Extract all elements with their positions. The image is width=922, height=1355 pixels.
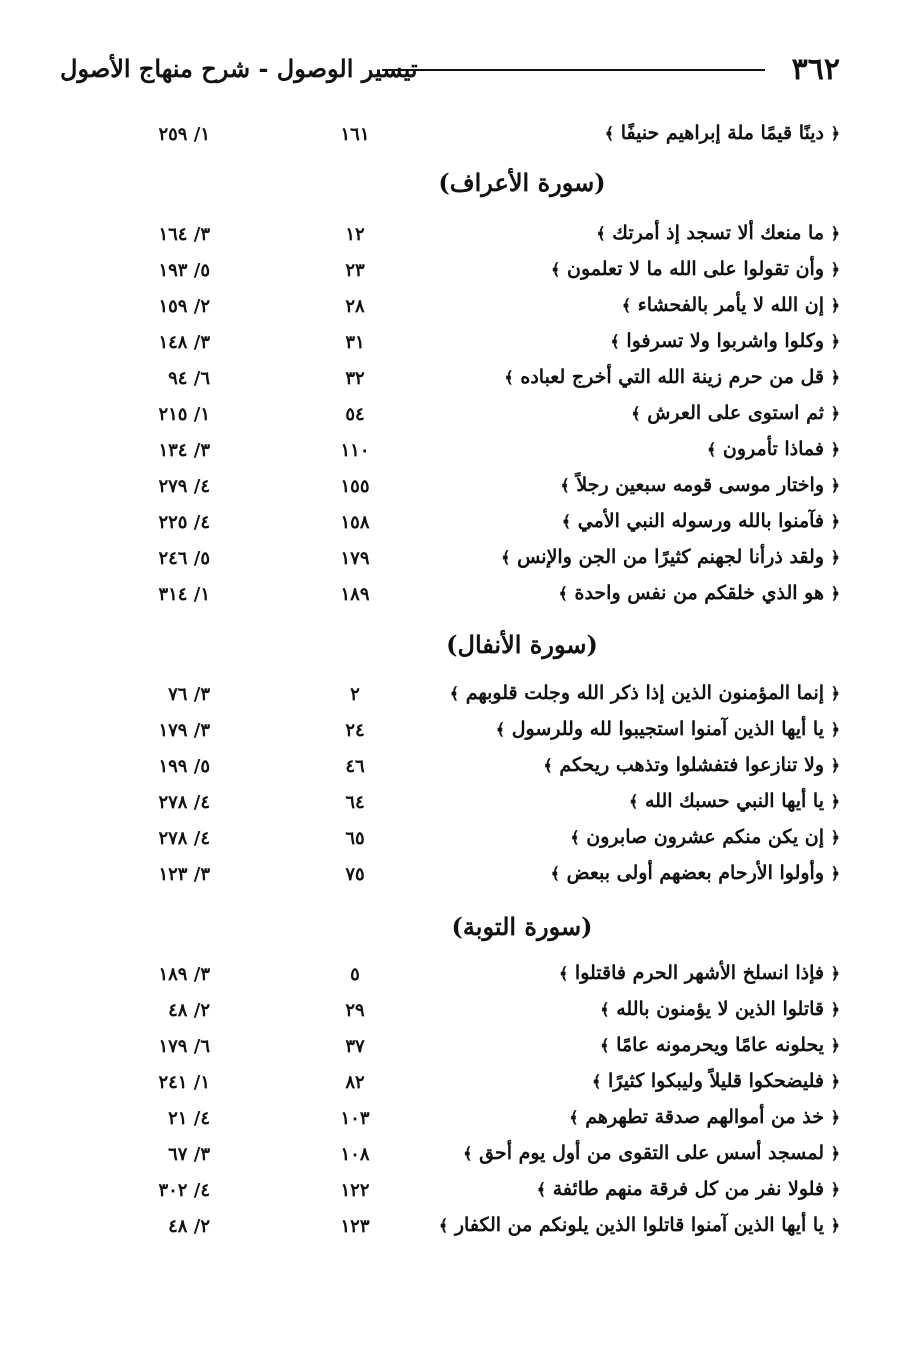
verse-number: ١٧٩ [340, 548, 370, 569]
ornate-bracket-close-icon: ﴾ [570, 828, 580, 847]
ornate-bracket-open-icon: ﴿ [830, 828, 840, 847]
volume-page-ref: ٢/ ٤٨ [168, 1000, 210, 1021]
surah-heading-text: (سورة التوبة) [451, 912, 593, 941]
ornate-bracket-open-icon: ﴿ [830, 584, 840, 603]
verse-text [559, 962, 840, 984]
ornate-bracket-open-icon: ﴿ [830, 332, 840, 351]
index-entry [60, 790, 840, 826]
verse-text [605, 122, 840, 144]
verse-quote: دينًا قيمًا ملة إبراهيم حنيفًا [614, 122, 831, 144]
volume-page-ref: ٥/ ١٩٣ [158, 260, 210, 281]
verse-text [707, 438, 840, 460]
surah-heading [60, 168, 840, 208]
verse-number: ١١٠ [340, 440, 370, 461]
volume-page-ref: ٣/ ١٧٩ [158, 720, 210, 741]
ornate-bracket-open-icon: ﴿ [830, 260, 840, 279]
index-entry [60, 366, 840, 402]
ornate-bracket-close-icon: ﴾ [596, 224, 606, 243]
verse-number: ١٢٢ [340, 1180, 370, 1201]
index-entry [60, 546, 840, 582]
ornate-bracket-close-icon: ﴾ [610, 332, 620, 351]
verse-text [560, 474, 840, 496]
volume-page-ref: ٢/ ١٥٩ [158, 296, 210, 317]
ornate-bracket-close-icon: ﴾ [629, 792, 639, 811]
verse-text [596, 222, 840, 244]
verse-text [559, 582, 840, 604]
index-entry [60, 1142, 840, 1178]
index-entry [60, 122, 840, 158]
verse-quote: هو الذي خلقكم من نفس واحدة [567, 582, 831, 604]
ornate-bracket-close-icon: ﴾ [621, 296, 632, 315]
verse-quote: لمسجد أسس على التقوى من أول يوم أحق [472, 1142, 831, 1164]
volume-page-ref: ٦/ ١٧٩ [158, 1036, 210, 1057]
verse-number: ٣١ [345, 332, 365, 353]
surah-heading-text: (سورة الأنفال) [446, 630, 598, 659]
verse-number: ٧٥ [345, 864, 365, 885]
ornate-bracket-open-icon: ﴿ [830, 548, 840, 567]
verse-number: ١٠٣ [340, 1108, 370, 1129]
index-entry [60, 1034, 840, 1070]
ornate-bracket-close-icon: ﴾ [551, 260, 561, 279]
verse-quote: ولقد ذرأنا لجهنم كثيرًا من الجن والإنس [510, 546, 831, 568]
verse-quote: وكلوا واشربوا ولا تسرفوا [619, 330, 831, 352]
index-entry [60, 510, 840, 546]
volume-page-ref: ٣/ ٦٧ [168, 1144, 210, 1165]
ornate-bracket-open-icon: ﴿ [830, 1108, 840, 1127]
verse-quote: إنما المؤمنون الذين إذا ذكر الله وجلت قلوبهم [459, 682, 831, 704]
index-entry [60, 258, 840, 294]
ornate-bracket-open-icon: ﴿ [830, 124, 840, 143]
header-rule [382, 69, 765, 71]
verse-quote: فلولا نفر من كل فرقة منهم طائفة [546, 1178, 831, 1200]
ornate-bracket-close-icon: ﴾ [600, 1000, 610, 1019]
index-entry [60, 754, 840, 790]
verse-number: ١٢ [345, 224, 365, 245]
ornate-bracket-close-icon: ﴾ [536, 1180, 547, 1199]
verse-text [496, 718, 840, 740]
ornate-bracket-close-icon: ﴾ [550, 864, 560, 883]
ornate-bracket-close-icon: ﴾ [560, 476, 570, 495]
verse-quote: إن يكن منكم عشرون صابرون [579, 826, 831, 848]
ornate-bracket-close-icon: ﴾ [558, 964, 569, 983]
verse-number: ٢٨ [345, 296, 365, 317]
ornate-bracket-open-icon: ﴿ [830, 1000, 840, 1019]
ornate-bracket-close-icon: ﴾ [501, 548, 511, 567]
volume-page-ref: ٤/ ٢١ [168, 1108, 210, 1129]
verse-quote: يا أيها النبي حسبك الله [638, 790, 831, 812]
ornate-bracket-open-icon: ﴿ [830, 368, 840, 387]
index-entry [60, 826, 840, 862]
volume-page-ref: ١/ ٢٥٩ [158, 124, 210, 145]
verse-text [610, 330, 840, 352]
volume-page-ref: ٥/ ١٩٩ [158, 756, 210, 777]
verse-text [501, 546, 840, 568]
running-title: تيسير الوصول - شرح منهاج الأصول [60, 54, 418, 83]
volume-page-ref: ٤/ ٢٢٥ [158, 512, 210, 533]
volume-page-ref: ٤/ ٢٧٨ [158, 828, 210, 849]
index-entry [60, 998, 840, 1034]
ornate-bracket-open-icon: ﴿ [830, 1072, 840, 1091]
surah-heading-text: (سورة الأعراف) [438, 168, 606, 197]
index-entry [60, 222, 840, 258]
index-entry [60, 1070, 840, 1106]
ornate-bracket-open-icon: ﴿ [830, 864, 840, 883]
verse-text [504, 366, 840, 388]
ornate-bracket-close-icon: ﴾ [600, 1036, 610, 1055]
index-entry [60, 1106, 840, 1142]
ornate-bracket-close-icon: ﴾ [706, 440, 717, 459]
verse-quote: إن الله لا يأمر بالفحشاء [631, 294, 831, 316]
verse-number: ٣٢ [345, 368, 365, 389]
verse-quote: يا أيها الذين آمنوا قاتلوا الذين يلونكم من الكفار [448, 1214, 831, 1236]
volume-page-ref: ٣/ ١٤٨ [158, 332, 210, 353]
verse-number: ٢٤ [345, 720, 365, 741]
verse-quote: فآمنوا بالله ورسوله النبي الأمي [571, 510, 831, 532]
ornate-bracket-close-icon: ﴾ [592, 1072, 602, 1091]
verse-quote: فماذا تأمرون [716, 438, 831, 460]
verse-quote: فإذا انسلخ الأشهر الحرم فاقتلوا [568, 962, 831, 984]
verse-quote: خذ من أموالهم صدقة تطهرهم [578, 1106, 831, 1128]
verse-text [570, 826, 840, 848]
ornate-bracket-close-icon: ﴾ [449, 684, 460, 703]
verse-number: ١٥٥ [340, 476, 370, 497]
ornate-bracket-close-icon: ﴾ [495, 720, 506, 739]
verse-quote: قاتلوا الذين لا يؤمنون بالله [609, 998, 831, 1020]
verse-quote: فليضحكوا قليلاً وليبكوا كثيرًا [601, 1070, 831, 1092]
page-number: ٣٦٢ [791, 52, 840, 87]
verse-quote: يحلونه عامًا ويحرمونه عامًا [609, 1034, 831, 1056]
verse-number: ٢٩ [345, 1000, 365, 1021]
ornate-bracket-open-icon: ﴿ [830, 440, 840, 459]
index-entry [60, 862, 840, 898]
verse-text [600, 998, 840, 1020]
ornate-bracket-close-icon: ﴾ [438, 1216, 449, 1235]
verse-number: ١٦١ [340, 124, 370, 145]
ornate-bracket-close-icon: ﴾ [631, 404, 641, 423]
index-entry [60, 718, 840, 754]
verse-quote: وأن تقولوا على الله ما لا تعلمون [560, 258, 831, 280]
index-entry [60, 438, 840, 474]
ornate-bracket-open-icon: ﴿ [830, 476, 840, 495]
verse-text [569, 1106, 840, 1128]
verse-text [439, 1214, 840, 1236]
ornate-bracket-open-icon: ﴿ [830, 404, 840, 423]
ornate-bracket-close-icon: ﴾ [604, 124, 615, 143]
volume-page-ref: ١/ ٢٤١ [158, 1072, 210, 1093]
verse-text [600, 1034, 840, 1056]
volume-page-ref: ٣/ ١٦٤ [158, 224, 210, 245]
verse-text [537, 1178, 840, 1200]
verse-number: ١٠٨ [340, 1144, 370, 1165]
index-entry [60, 402, 840, 438]
volume-page-ref: ٢/ ٤٨ [168, 1216, 210, 1237]
verse-text [450, 682, 840, 704]
verse-number: ١٥٨ [340, 512, 370, 533]
index-entry [60, 1178, 840, 1214]
ornate-bracket-open-icon: ﴿ [830, 964, 840, 983]
verse-number: ٦٥ [345, 828, 365, 849]
verse-text [622, 294, 840, 316]
verse-quote: ثم استوى على العرش [640, 402, 831, 424]
ornate-bracket-open-icon: ﴿ [830, 720, 840, 739]
volume-page-ref: ٣/ ١٨٩ [158, 964, 210, 985]
ornate-bracket-open-icon: ﴿ [830, 296, 840, 315]
verse-quote: يا أيها الذين آمنوا استجيبوا لله وللرسول [505, 718, 831, 740]
verse-text [562, 510, 840, 532]
surah-heading [60, 630, 840, 670]
ornate-bracket-open-icon: ﴿ [830, 224, 840, 243]
verse-text [629, 790, 840, 812]
volume-page-ref: ٤/ ٣٠٢ [158, 1180, 210, 1201]
index-entry [60, 962, 840, 998]
surah-heading [60, 912, 840, 952]
verse-text [551, 862, 840, 884]
ornate-bracket-open-icon: ﴿ [830, 1036, 840, 1055]
verse-text [543, 754, 840, 776]
ornate-bracket-open-icon: ﴿ [830, 1144, 840, 1163]
verse-text [551, 258, 840, 280]
volume-page-ref: ٣/ ١٢٣ [158, 864, 210, 885]
ornate-bracket-open-icon: ﴿ [830, 1180, 840, 1199]
volume-page-ref: ١/ ٢١٥ [158, 404, 210, 425]
verse-number: ٥٤ [345, 404, 365, 425]
verse-number: ٥ [350, 964, 360, 985]
ornate-bracket-close-icon: ﴾ [543, 756, 553, 775]
ornate-bracket-open-icon: ﴿ [830, 756, 840, 775]
index-entry [60, 294, 840, 330]
volume-page-ref: ٤/ ٢٧٩ [158, 476, 210, 497]
verse-quote: واختار موسى قومه سبعين رجلاً [569, 474, 831, 496]
ornate-bracket-open-icon: ﴿ [830, 684, 840, 703]
ornate-bracket-open-icon: ﴿ [830, 512, 840, 531]
verse-quote: ولا تنازعوا فتفشلوا وتذهب ريحكم [552, 754, 831, 776]
verse-text [463, 1142, 840, 1164]
index-entry [60, 474, 840, 510]
index-entry [60, 330, 840, 366]
volume-page-ref: ٦/ ٩٤ [168, 368, 210, 389]
ornate-bracket-close-icon: ﴾ [504, 368, 514, 387]
verse-quote: وأولوا الأرحام بعضهم أولى ببعض [559, 862, 831, 884]
volume-page-ref: ٥/ ٢٤٦ [158, 548, 210, 569]
volume-page-ref: ٣/ ٧٦ [168, 684, 210, 705]
verse-number: ٢٣ [345, 260, 365, 281]
ornate-bracket-close-icon: ﴾ [463, 1144, 473, 1163]
index-entry [60, 1214, 840, 1250]
volume-page-ref: ١/ ٣١٤ [158, 584, 210, 605]
verse-number: ٦٤ [345, 792, 365, 813]
ornate-bracket-close-icon: ﴾ [569, 1108, 579, 1127]
verse-number: ١٨٩ [340, 584, 370, 605]
verse-number: ٤٦ [345, 756, 365, 777]
volume-page-ref: ٣/ ١٣٤ [158, 440, 210, 461]
index-entry [60, 682, 840, 718]
verse-quote: ما منعك ألا تسجد إذ أمرتك [605, 222, 831, 244]
verse-number: ١٢٣ [340, 1216, 370, 1237]
verse-number: ٣٧ [345, 1036, 365, 1057]
verse-text [631, 402, 840, 424]
volume-page-ref: ٤/ ٢٧٨ [158, 792, 210, 813]
ornate-bracket-close-icon: ﴾ [558, 584, 568, 603]
verse-number: ٢ [350, 684, 360, 705]
index-entry [60, 582, 840, 618]
verse-number: ٨٢ [345, 1072, 365, 1093]
page-header [60, 52, 840, 92]
ornate-bracket-open-icon: ﴿ [830, 792, 840, 811]
verse-quote: قل من حرم زينة الله التي أخرج لعباده [513, 366, 831, 388]
ornate-bracket-close-icon: ﴾ [561, 512, 572, 531]
verse-text [592, 1070, 840, 1092]
ornate-bracket-open-icon: ﴿ [830, 1216, 840, 1235]
